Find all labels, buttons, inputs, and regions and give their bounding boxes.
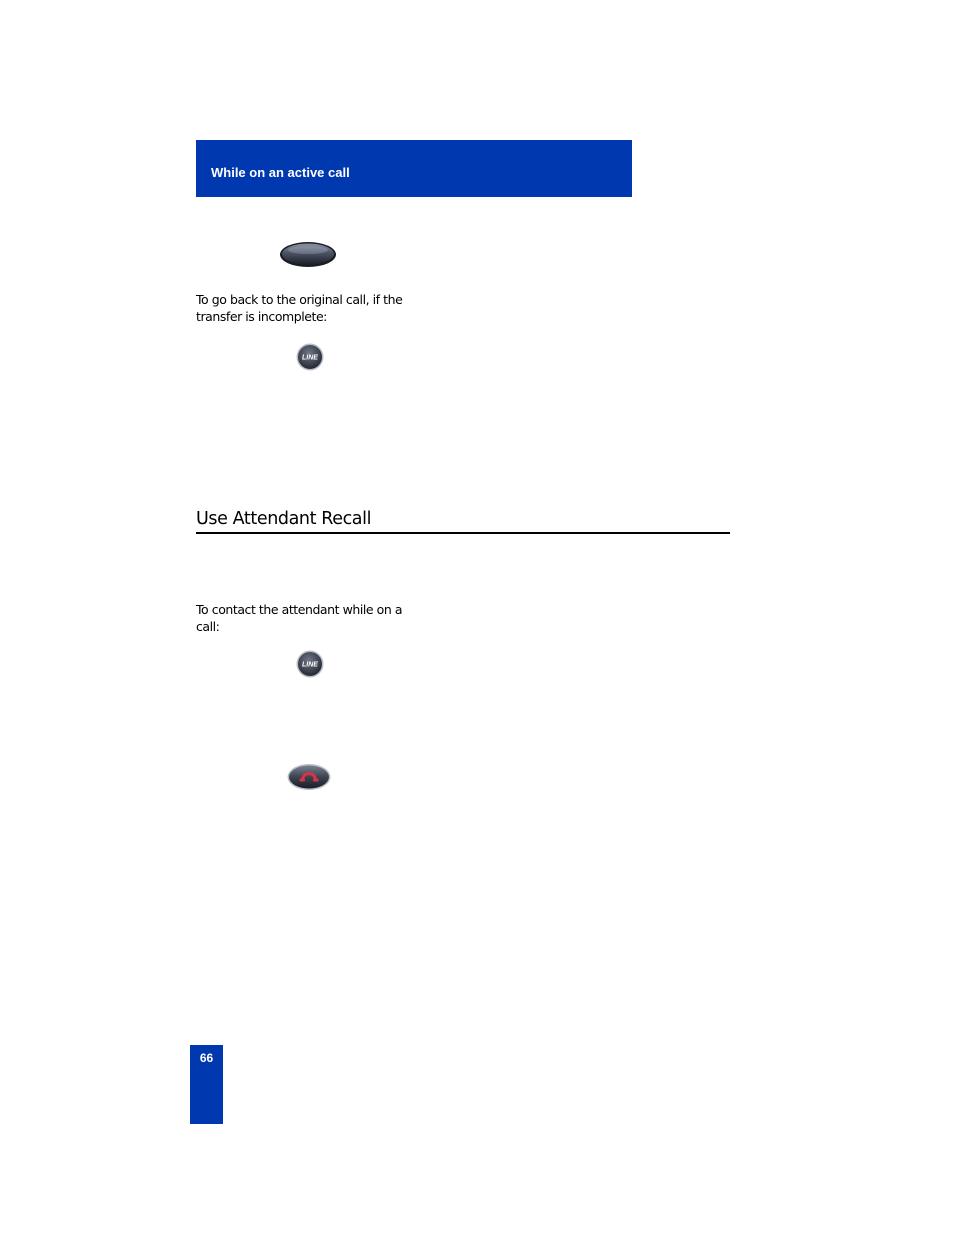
goodbye-handset-icon: [287, 763, 331, 791]
section-title: Use Attendant Recall: [196, 509, 730, 534]
page-number-tab: [190, 1045, 223, 1124]
line-key-icon: [296, 650, 324, 678]
section-banner: [196, 140, 632, 197]
oval-softkey-icon: [279, 241, 337, 268]
line-key-label: LINE: [302, 354, 318, 362]
line-key-label: LINE: [302, 661, 318, 669]
instruction-go-back: To go back to the original call, if the transfer is incomplete:: [196, 292, 403, 324]
banner-title: While on an active call: [211, 165, 350, 180]
line-key-icon: [296, 343, 324, 371]
page-number: 66: [199, 1051, 214, 1065]
instruction-contact-attendant: To contact the attendant while on a call:: [196, 602, 403, 634]
